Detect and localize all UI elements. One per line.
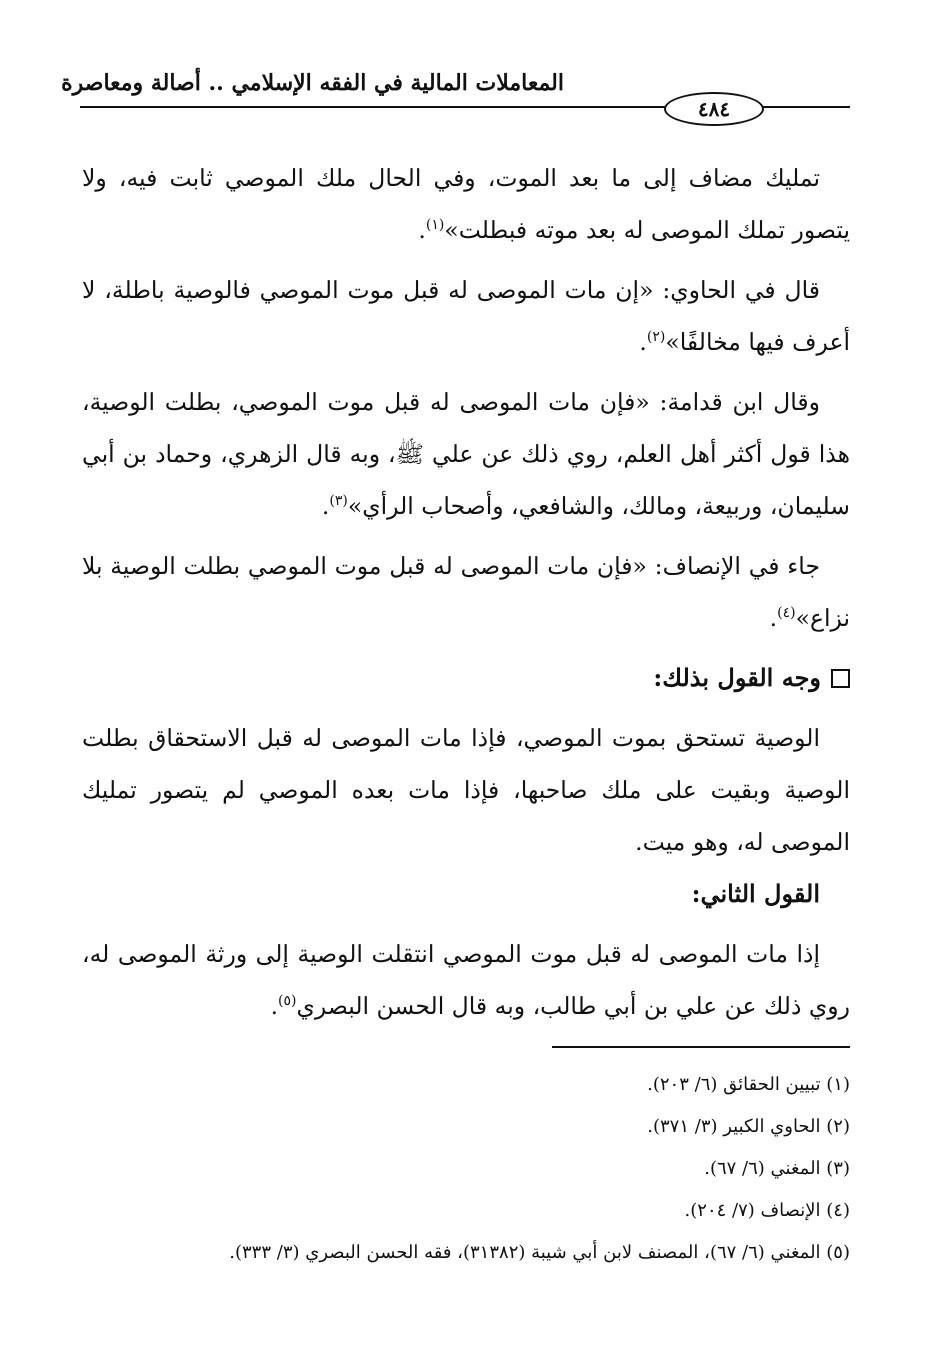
section-heading-reasoning (82, 652, 850, 704)
paragraph-3-text: وقال ابن قدامة: «فإن مات الموصى له قبل موت الموصي، بطلت الوصية، هذا قول أكثر أهل العلم، روي ذلك عن علي ﷺ، وبه قال الزهري، وحماد بن أبي سليمان، وربيعة، ومالك، والشافعي، وأصحاب الرأي» (82, 388, 850, 520)
paragraph-3-end: . (321, 492, 330, 520)
footnote-4: (٤) الإنصاف (٧/ ٢٠٤). (684, 1200, 850, 1221)
paragraph-4 (82, 540, 850, 644)
section-heading-reasoning-text: وجه القول بذلك: (653, 663, 821, 692)
main-text (82, 152, 850, 1040)
footnote-ref-4: (٤) (777, 605, 796, 622)
footnote-1: (١) تبيين الحقائق (٦/ ٢٠٣). (647, 1074, 850, 1095)
paragraph-6-end: . (270, 992, 279, 1020)
paragraph-5-text: الوصية تستحق بموت الموصي، فإذا مات الموصى له قبل الاستحقاق بطلت الوصية وبقيت على ملك صاحبها، فإذا مات بعده الموصي لم يتصور تمليك الموصى له، وهو ميت. (82, 724, 850, 856)
paragraph-2-end: . (639, 328, 647, 356)
paragraph-1-text: تمليك مضاف إلى ما بعد الموت، وفي الحال ملك الموصي ثابت فيه، ولا يتصور تملك الموصى له بعد موته فبطلت» (82, 164, 850, 244)
paragraph-4-text: جاء في الإنصاف: «فإن مات الموصى له قبل موت الموصي بطلت الوصية بلا نزاع» (82, 552, 850, 632)
running-header-title: المعاملات المالية في الفقه الإسلامي .. أصالة ومعاصرة (61, 70, 564, 96)
footnotes (82, 1064, 850, 1274)
footnote-ref-1: (١) (425, 217, 445, 234)
paragraph-4-end: . (769, 604, 778, 632)
checkbox-icon (831, 669, 850, 688)
footnote-ref-5: (٥) (278, 993, 297, 1010)
section-heading-second-opinion-text: القول الثاني: (691, 879, 820, 908)
paragraph-5 (82, 712, 850, 868)
paragraph-2 (82, 264, 850, 368)
footnote-ref-3: (٣) (329, 493, 348, 510)
paragraph-1 (82, 152, 850, 256)
footnote-separator (552, 1046, 850, 1048)
paragraph-2-text: قال في الحاوي: «إن مات الموصى له قبل موت الموصي فالوصية باطلة، لا أعرف فيها مخالفًا» (82, 276, 850, 356)
paragraph-6-text: إذا مات الموصى له قبل موت الموصي انتقلت الوصية إلى ورثة الموصى له، روي ذلك عن علي بن أبي طالب، وبه قال الحسن البصري (82, 940, 850, 1020)
footnote-5: (٥) المغني (٦/ ٦٧)، المصنف لابن أبي شيبة (٣١٣٨٢)، فقه الحسن البصري (٣/ ٣٣٣). (229, 1242, 850, 1263)
footnote-2: (٢) الحاوي الكبير (٣/ ٣٧١). (647, 1116, 850, 1137)
page-number: ٤٨٤ (664, 92, 764, 126)
paragraph-6 (82, 928, 850, 1032)
footnote-3: (٣) المغني (٦/ ٦٧). (704, 1158, 850, 1179)
paragraph-3 (82, 376, 850, 532)
section-heading-second-opinion (82, 868, 850, 920)
paragraph-1-end: . (418, 216, 426, 244)
footnote-ref-2: (٢) (646, 329, 666, 346)
